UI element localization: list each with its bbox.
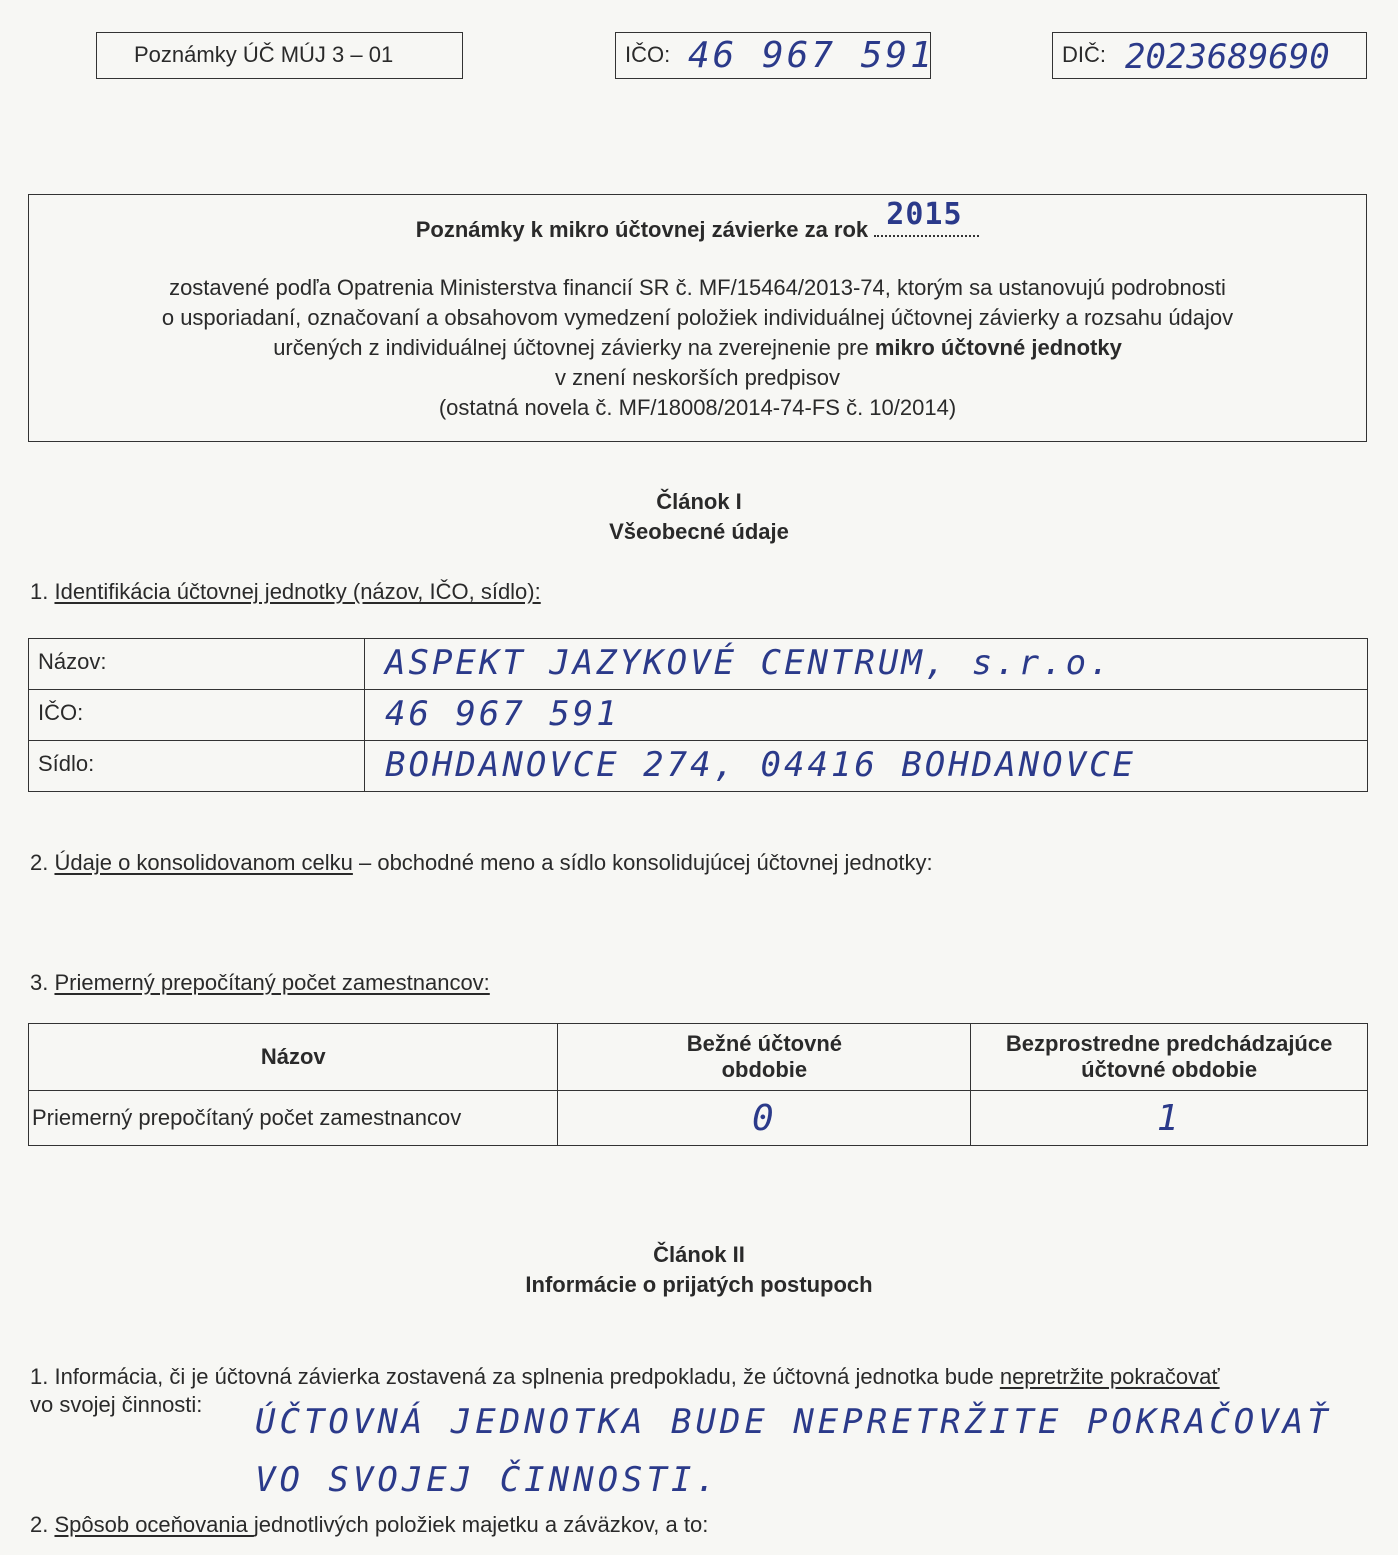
ico-row-label: IČO: (29, 690, 365, 741)
article-2-subheading: Informácie o prijatých postupoch (525, 1272, 873, 1297)
item-3-employees (30, 970, 490, 996)
title-line-3 (29, 335, 1366, 361)
dic-box (1052, 32, 1367, 79)
header-current: Bežné účtovné obdobie (558, 1024, 971, 1091)
seat-label: Sídlo: (29, 741, 365, 792)
item-2-consolidated (30, 850, 933, 876)
document-title (29, 197, 1366, 243)
table-row (29, 639, 1368, 690)
article-1-heading: Článok I (656, 489, 742, 514)
header-previous: Bezprostredne predchádzajúce účtovné obdobie (971, 1024, 1368, 1091)
article-2-item-1-line2: vo svojej činnosti: (30, 1392, 203, 1417)
article-1-subheading: Všeobecné údaje (609, 519, 789, 544)
title-text: Poznámky k mikro účtovnej závierke za rok (415, 217, 875, 242)
table-row (29, 741, 1368, 792)
article-2-heading: Článok II (653, 1242, 745, 1267)
article-2-item-1-text: 1. Informácia, či je účtovná závierka zostavená za splnenia predpokladu, že účtovná jednotka bude (30, 1364, 1000, 1389)
dic-label: DIČ: (1062, 42, 1106, 67)
current-cell (558, 1091, 971, 1146)
item-3-label: Priemerný prepočítaný počet zamestnancov: (54, 970, 490, 995)
title-line-4: v znení neskorších predpisov (555, 365, 840, 390)
article-2-item-2-number: 2. (30, 1512, 55, 1537)
previous-value-handwritten: 1 (1156, 1097, 1182, 1139)
title-line-2: o usporiadaní, označovaní a obsahovom vymedzení položiek individuálnej účtovnej závierky a rozsahu údajov (161, 305, 1234, 330)
item-2-rest: – obchodné meno a sídlo konsolidujúcej účtovnej jednotky: (352, 850, 933, 875)
dic-value-handwritten: 2023689690 (1125, 37, 1330, 77)
ico-box (615, 32, 935, 79)
ico-row-value-handwritten: 46 967 591 (385, 694, 620, 734)
title-box (28, 194, 1367, 442)
article-2-item-2-underlined: Spôsob oceňovania (54, 1512, 254, 1537)
table-row (29, 1091, 1368, 1146)
year-handwritten: 2015 (886, 197, 963, 232)
ico-value-handwritten: 46 967 591 (688, 35, 935, 76)
item-3-number: 3. (30, 970, 55, 995)
employees-table (28, 1023, 1368, 1146)
year-field (874, 197, 979, 237)
article-2-item-2 (30, 1512, 708, 1538)
table-header-row (29, 1024, 1368, 1091)
going-concern-answer-line-2: VO SVOJEJ ČINNOSTI. (255, 1460, 720, 1500)
employees-row-label: Priemerný prepočítaný počet zamestnancov (29, 1091, 558, 1146)
item-2-number: 2. (30, 850, 55, 875)
seat-value-handwritten: BOHDANOVCE 274, 04416 BOHDANOVCE (385, 745, 1137, 785)
title-line-1: zostavené podľa Opatrenia Ministerstva financií SR č. MF/15464/2013-74, ktorým sa ustanovujú podrobnosti (169, 275, 1226, 300)
identification-table (28, 638, 1368, 792)
article-2-item-1 (30, 1364, 1220, 1390)
table-row (29, 690, 1368, 741)
seat-cell (365, 741, 1368, 792)
title-line-3-bold: mikro účtovné jednotky (874, 335, 1122, 360)
name-value-handwritten: ASPEKT JAZYKOVÉ CENTRUM, s.r.o. (385, 643, 1113, 683)
article-2-item-2-rest: jednotlivých položiek majetku a záväzkov, a to: (253, 1512, 709, 1537)
item-1-label: Identifikácia účtovnej jednotky (názov, IČO, sídlo): (54, 579, 541, 604)
current-value-handwritten: 0 (752, 1097, 777, 1139)
article-2-item-1-underlined: nepretržite pokračovať (999, 1364, 1220, 1389)
title-line-3-text: určených z individuálnej účtovnej závierky na zverejnenie pre (273, 335, 875, 360)
ico-cell (365, 690, 1368, 741)
item-1-identification (30, 579, 541, 605)
previous-cell (971, 1091, 1368, 1146)
name-cell (365, 639, 1368, 690)
item-1-number: 1. (30, 579, 55, 604)
going-concern-answer-line-1: ÚČTOVNÁ JEDNOTKA BUDE NEPRETRŽITE POKRAČOVAŤ (255, 1402, 1332, 1442)
name-label: Názov: (29, 639, 365, 690)
title-line-5: (ostatná novela č. MF/18008/2014-74-FS č. 10/2014) (438, 395, 957, 420)
form-code: Poznámky ÚČ MÚJ 3 – 01 (134, 42, 394, 67)
form-code-box (96, 32, 463, 79)
ico-label: IČO: (625, 42, 671, 67)
item-2-underlined: Údaje o konsolidovanom celku (54, 850, 353, 875)
header-name: Názov (29, 1024, 558, 1091)
